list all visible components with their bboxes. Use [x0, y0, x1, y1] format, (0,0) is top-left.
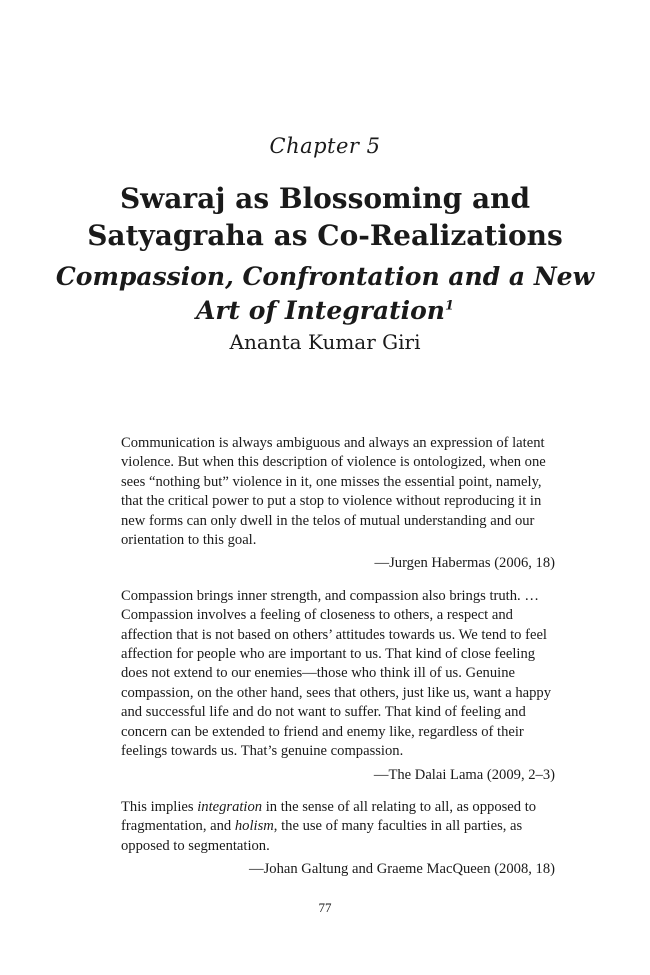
chapter-subtitle	[40, 260, 610, 328]
epigraph-emphasis: integration	[197, 798, 263, 815]
epigraph-text	[121, 798, 555, 856]
epigraph-text: Communication is always ambiguous and always an expression of latent violence. But when this description of violence is ontologized, when one sees “nothing but” violence in it, one misses the essential point, namely, that the critical power to put a stop to violence without reproducing it in new forms can only dwell in the telos of mutual understanding and our orientation to this goal.	[121, 435, 546, 549]
epigraph-text: Compassion brings inner strength, and compassion also brings truth. … Compassion involves a feeling of closeness to others, a respect and affection that is not based on others’ attitudes towards us. We tend to feel affection for people who are important to us. That kind of close feeling does not extend to our enemies—those who think ill of us. Genuine compassion, on the other hand, sees that others, just like us, want a happy and successful life and do not want to suffer. That kind of feeling and concern can be extended to friend and enemy like, regardless of their feelings towards us. That’s genuine compassion.	[121, 587, 552, 760]
epigraph-attribution: —Johan Galtung and Graeme MacQueen (2008, 18)	[249, 861, 555, 878]
chapter-subtitle-line-2-text: Art of Integration	[195, 296, 445, 325]
epigraph-text-part: This implies	[121, 798, 198, 815]
epigraph-text-part: in the sense of all relating to all, as opposed to fragmentation, and	[121, 798, 537, 835]
chapter-title-line-1: Swaraj as Blossoming and	[119, 182, 531, 215]
chapter-subtitle-line-1: Compassion, Confrontation and a New	[55, 262, 595, 291]
epigraph-attribution: —Jurgen Habermas (2006, 18)	[374, 555, 555, 572]
epigraph-text-part: , the use of many faculties in all parties, as opposed to segmentation.	[121, 818, 523, 854]
epigraph-emphasis: holism	[234, 818, 274, 835]
chapter-author: Ananta Kumar Giri	[229, 330, 421, 354]
page-number: 77	[318, 900, 332, 915]
chapter-number: Chapter 5	[269, 134, 381, 158]
epigraph-dalai-lama	[121, 587, 555, 785]
epigraph-habermas	[121, 434, 555, 574]
chapter-title	[40, 180, 610, 254]
chapter-subtitle-line-2	[40, 294, 610, 328]
epigraph-attribution: —The Dalai Lama (2009, 2–3)	[373, 766, 555, 783]
epigraph-galtung-macqueen	[121, 798, 555, 880]
epigraphs	[121, 434, 555, 893]
footnote-marker[interactable]: 1	[444, 298, 455, 314]
chapter-title-line-2: Satyagraha as Co-Realizations	[87, 219, 563, 252]
